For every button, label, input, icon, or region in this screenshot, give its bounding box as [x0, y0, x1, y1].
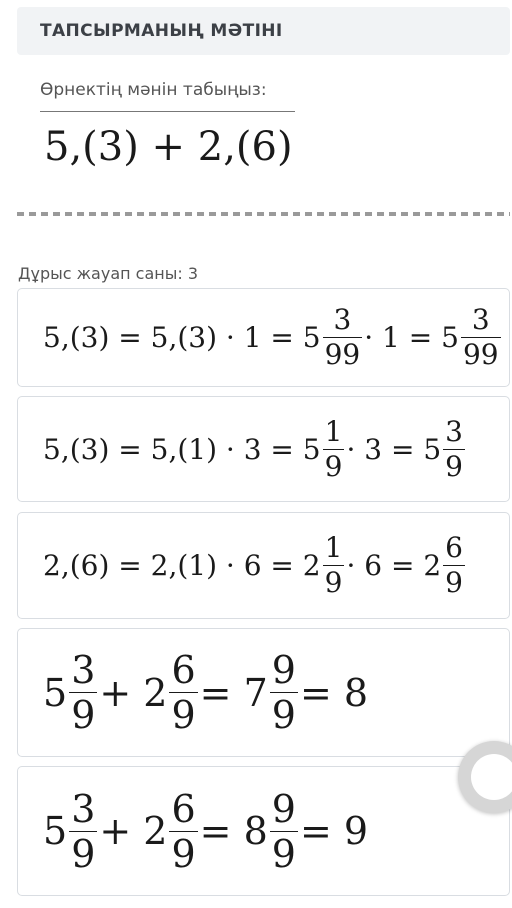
header-title: ТАПСЫРМАНЫҢ МӘТІНІ	[40, 21, 283, 41]
option-text: = 8	[299, 670, 369, 715]
option-text: 5	[43, 809, 68, 853]
denominator: 99	[462, 338, 499, 371]
denominator: 9	[271, 831, 296, 876]
numerator: 3	[471, 303, 490, 336]
numerator: 9	[271, 648, 296, 692]
fraction	[461, 303, 501, 371]
denominator: 9	[71, 831, 96, 876]
numerator: 6	[445, 531, 463, 564]
prompt-divider	[40, 111, 295, 112]
answer-option-2[interactable]	[17, 396, 510, 502]
fraction	[443, 531, 465, 599]
task-prompt: Өрнектің мәнін табыңыз:	[40, 80, 267, 100]
fraction	[270, 648, 298, 737]
correct-answers-count: Дұрыс жауап саны: 3	[18, 264, 199, 283]
denominator: 9	[271, 693, 296, 737]
numerator: 3	[71, 648, 96, 692]
numerator: 9	[271, 786, 296, 831]
dashed-separator	[17, 212, 510, 216]
option-text: · 3 = 5	[346, 432, 442, 466]
option-text: 5,(3) = 5,(3) · 1 = 5	[43, 321, 321, 354]
fraction	[323, 303, 363, 371]
denominator: 9	[445, 566, 463, 599]
option-text: = 9	[299, 809, 369, 853]
denominator: 9	[324, 449, 343, 483]
numerator: 3	[333, 303, 352, 336]
option-text: + 2	[99, 809, 168, 853]
option-text: · 1 = 5	[364, 321, 459, 354]
answer-option-4[interactable]	[17, 628, 510, 757]
answer-option-3[interactable]	[17, 512, 510, 619]
fraction	[443, 414, 465, 483]
numerator: 3	[445, 414, 463, 448]
option-text: = 8	[199, 809, 268, 853]
fraction	[169, 648, 197, 737]
task-text-header	[17, 7, 510, 55]
circle-button-inner	[471, 754, 512, 800]
numerator: 6	[171, 648, 196, 692]
denominator: 9	[71, 693, 96, 737]
denominator: 9	[445, 449, 463, 483]
answer-option-5[interactable]	[17, 766, 510, 896]
fraction	[323, 414, 345, 483]
option-text: 5,(3) = 5,(1) · 3 = 5	[43, 432, 321, 466]
denominator: 9	[171, 831, 196, 876]
answer-option-1[interactable]	[17, 288, 510, 387]
option-text: 2,(6) = 2,(1) · 6 = 2	[43, 549, 321, 582]
denominator: 99	[324, 338, 361, 371]
fraction	[69, 648, 97, 737]
fraction	[169, 786, 197, 876]
option-text: = 7	[199, 670, 268, 715]
numerator: 1	[324, 414, 343, 448]
option-text: · 6 = 2	[346, 549, 442, 582]
option-text: + 2	[99, 670, 168, 715]
fraction	[270, 786, 298, 876]
denominator: 9	[324, 566, 343, 599]
task-expression: 5,(3) + 2,(6)	[44, 124, 293, 170]
numerator: 6	[171, 786, 196, 831]
numerator: 3	[71, 786, 96, 831]
option-text: 5	[43, 670, 68, 715]
fraction	[69, 786, 97, 876]
denominator: 9	[171, 693, 196, 737]
fraction	[323, 531, 345, 599]
numerator: 1	[324, 531, 343, 564]
